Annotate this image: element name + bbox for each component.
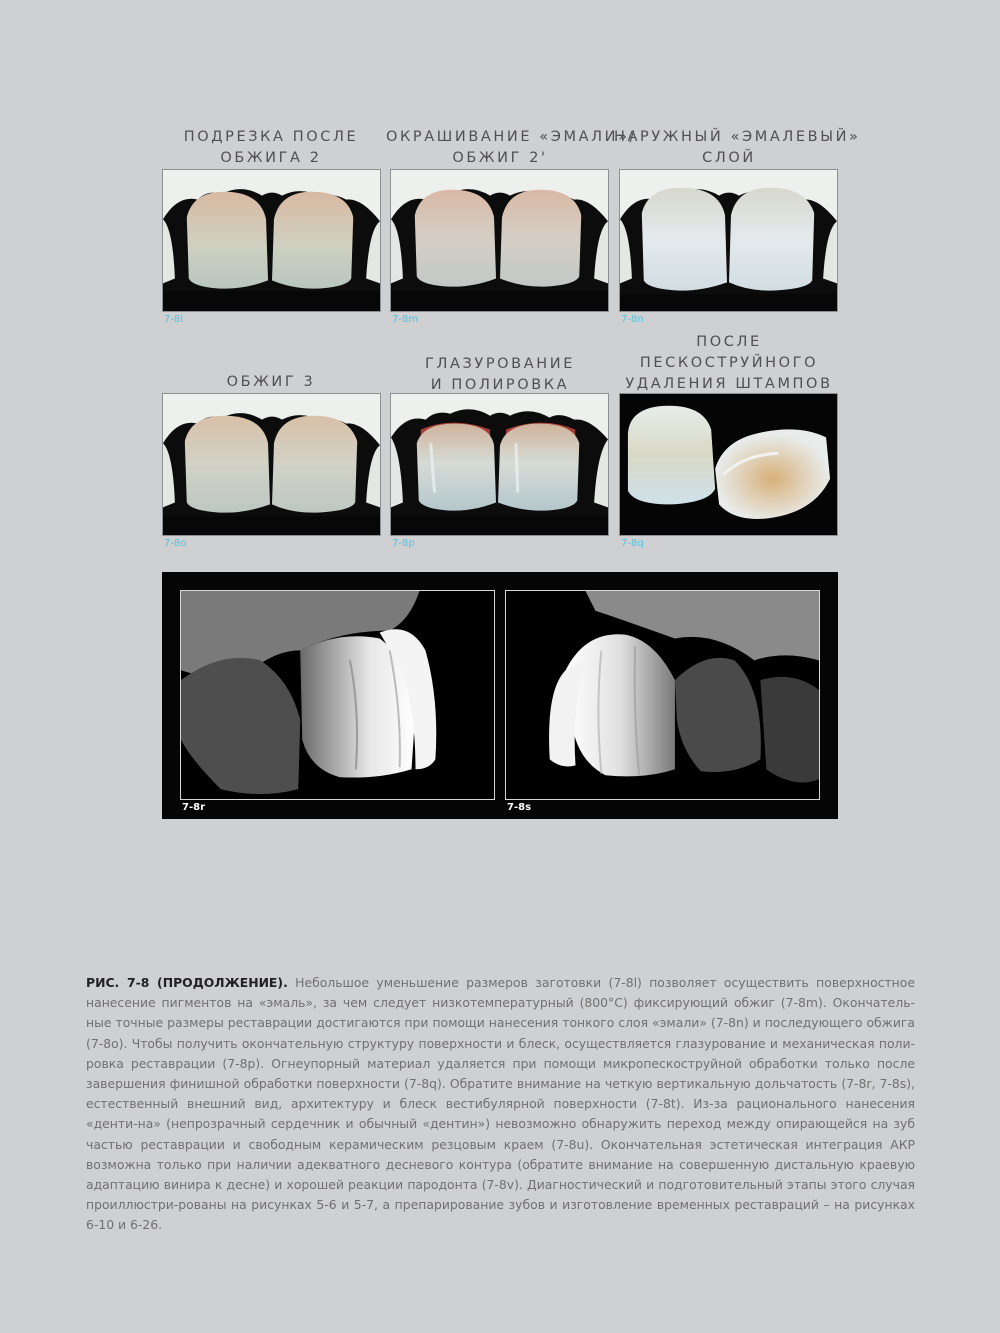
panel-label-7-8p <box>386 354 614 396</box>
label-line: УДАЛЕНИЯ ШТАМПОВ <box>625 376 833 392</box>
photo-7-8q <box>619 393 838 536</box>
label-line: ПЕСКОСТРУЙНОГО <box>639 355 819 371</box>
photo-7-8m <box>390 169 609 312</box>
photo-7-8n <box>619 169 838 312</box>
caption-text: Небольшое уменьшение размеров заготовки (7-8l) позволяет осуществить поверхностное нанесение пигментов на «эмаль», за чем следует низкотемпературный (800°C) фиксирующий обжиг (7-8m). Окончатель-ные точные размеры реставрации достигаются при помощи нанесения тонкого слоя «эмали» (7-8n) и последующего обжига (7-8o). Чтобы получить окончательную структуру поверхности и блеск, осуществляется глазурование и механическая поли-ровка реставрации (7-8p). Огнеупорный материал удаляется при помощи микропескоструйной обработки только после завершения финишной обработки поверхности (7-8q). Обратите внимание на четкую вертикальную дольчатость (7-8r, 7-8s), естественный внешний вид, архитектуру и блеск вестибулярной поверхности (7-8t). Из-за рационального нанесения «денти-на» (непрозрачный сердечник и обычный «дентин») невозможно обнаружить переход между опирающейся на зуб частью реставрации и свободным керамическим резцовым краем (7-8u). Окончательная эстетическая интеграция АКР возможна только при наличии адекватного десневого контура (обратите внимание на совершенную дистальную краевую адаптацию винира к десне) и хорошей реакции пародонта (7-8v). Диагностический и подготовительный этапы этого случая проиллюстри-рованы на рисунках 5-6 и 5-7, а препарирование зубов и изготовление временных реставраций – на рисунках 6-10 и 6-26. <box>86 975 915 1233</box>
figure-id-7-8l: 7-8l <box>164 314 184 325</box>
panel-label-7-8l <box>162 127 380 169</box>
photo-7-8p <box>390 393 609 536</box>
label-line: ОБЖИГ 2' <box>452 150 548 166</box>
panel-label-7-8q <box>614 332 844 395</box>
label-line: НАРУЖНЫЙ «ЭМАЛЕВЫЙ» <box>614 129 861 145</box>
figure-id-7-8p: 7-8p <box>392 538 415 549</box>
figure-id-7-8s: 7-8s <box>507 802 532 813</box>
photo-7-8r <box>180 590 495 800</box>
panel-label-7-8m <box>386 127 638 169</box>
label-line: ОБЖИГА 2 <box>220 150 322 166</box>
figure-id-7-8o: 7-8o <box>164 538 187 549</box>
figure-id-7-8r: 7-8r <box>182 802 205 813</box>
label-line: ОБЖИГ 3 <box>226 374 316 390</box>
photo-7-8s <box>505 590 820 800</box>
label-line: СЛОЙ <box>702 150 756 166</box>
photo-7-8l <box>162 169 381 312</box>
photo-7-8o <box>162 393 381 536</box>
figure-id-7-8m: 7-8m <box>392 314 419 325</box>
figure-id-7-8q: 7-8q <box>621 538 644 549</box>
label-line: И ПОЛИРОВКА <box>430 377 570 393</box>
panel-label-7-8o <box>162 372 380 393</box>
panel-label-7-8n <box>614 127 861 169</box>
label-line: ПОДРЕЗКА ПОСЛЕ <box>183 129 359 145</box>
figure-id-7-8n: 7-8n <box>621 314 644 325</box>
label-line: ОКРАШИВАНИЕ «ЭМАЛИ»/ <box>386 129 638 145</box>
label-line: ГЛАЗУРОВАНИЕ <box>425 356 575 372</box>
caption-title: РИС. 7-8 (ПРОДОЛЖЕНИЕ). <box>86 975 288 990</box>
figure-caption <box>86 973 915 1236</box>
label-line: ПОСЛЕ <box>696 334 762 350</box>
bw-photo-block <box>162 572 838 819</box>
